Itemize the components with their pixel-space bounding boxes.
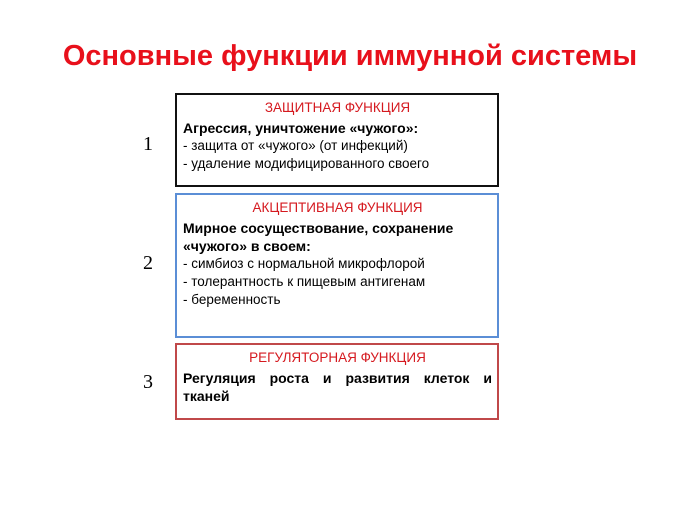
list-item: - беременность [183,292,281,307]
function-number-2: 2 [143,252,153,274]
regulatory-function-lead: Регуляция роста и развития клеток и тканей [183,370,492,404]
acceptive-function-box [175,193,499,338]
page-title: Основные функции иммунной системы [62,40,638,72]
function-number-1: 1 [143,133,153,155]
regulatory-function-heading: РЕГУЛЯТОРНАЯ ФУНКЦИЯ [249,350,426,365]
function-number-3: 3 [143,371,153,393]
list-item: - симбиоз с нормальной микрофлорой [183,256,425,271]
list-item: - защита от «чужого» (от инфекций) [183,138,408,153]
acceptive-function-lead: Мирное сосуществование, сохранение «чужого» в своем: [183,220,454,254]
list-item: - толерантность к пищевым антигенам [183,274,426,289]
protective-function-lead: Агрессия, уничтожение «чужого»: [183,120,419,136]
acceptive-function-heading: АКЦЕПТИВНАЯ ФУНКЦИЯ [252,200,423,215]
protective-function-heading: ЗАЩИТНАЯ ФУНКЦИЯ [264,100,411,115]
protective-function-box [175,93,499,187]
list-item: - удаление модифицированного своего [183,156,430,171]
regulatory-function-box [175,343,499,420]
